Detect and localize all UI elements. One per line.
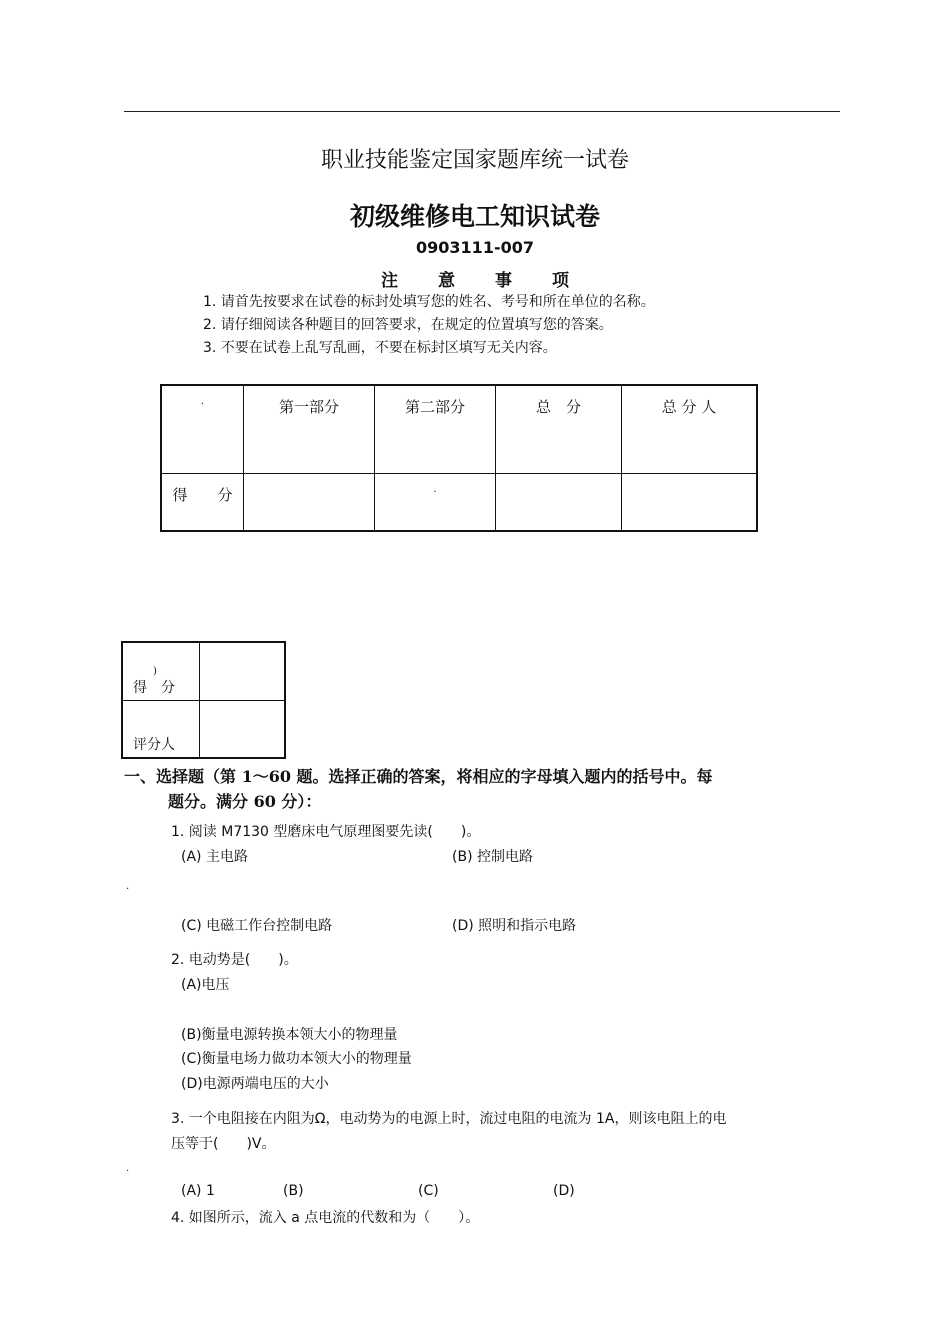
q1-option-b: (B) 控制电路	[452, 849, 533, 865]
stray-mark: .	[126, 881, 130, 892]
section-heading-cont: 题分。满分 60 分）：	[168, 792, 322, 811]
q1-option-a: (A) 主电路	[181, 849, 248, 865]
exam-title: 初级维修电工知识试卷	[349, 202, 600, 231]
question-3-stem-cont: 压等于( )V。	[171, 1136, 276, 1152]
grader-name-cell[interactable]	[200, 700, 286, 758]
grader-score-cell[interactable]	[200, 642, 286, 700]
stray-mark: .	[126, 1163, 130, 1174]
score-col-header: 第一部分	[244, 385, 375, 473]
score-col-header: 第二部分	[375, 385, 496, 473]
grader-box	[121, 641, 286, 759]
notice-item: 3. 不要在试卷上乱写乱画，不要在标封区填写无关内容。	[203, 340, 557, 356]
q1-option-c: (C) 电磁工作台控制电路	[181, 918, 333, 934]
score-table-corner: .	[161, 385, 244, 473]
q2-option-c: (C)衡量电场力做功本领大小的物理量	[181, 1051, 412, 1067]
q1-option-d: (D) 照明和指示电路	[452, 918, 577, 934]
exam-code: 0903111-007	[416, 238, 534, 257]
score-col-header: 总 分 人	[622, 385, 758, 473]
question-1-stem: 1. 阅读 M7130 型磨床电气原理图要先读( )。	[171, 824, 481, 840]
exam-supertitle: 职业技能鉴定国家题库统一试卷	[320, 148, 629, 173]
q3-option-a: (A) 1	[181, 1183, 215, 1199]
notice-item: 2. 请仔细阅读各种题目的回答要求，在规定的位置填写您的答案。	[203, 317, 613, 333]
q2-option-a: (A)电压	[181, 977, 230, 993]
score-cell[interactable]	[496, 473, 622, 531]
grader-name-label: 评分人	[122, 700, 200, 758]
q3-option-b: (B)	[283, 1183, 304, 1199]
score-table	[160, 384, 758, 532]
score-cell[interactable]	[622, 473, 758, 531]
score-cell[interactable]	[244, 473, 375, 531]
score-row-label: 得 分	[161, 473, 244, 531]
question-4-stem: 4. 如图所示，流入 a 点电流的代数和为（ ）。	[171, 1210, 480, 1226]
q3-option-d: (D)	[553, 1183, 575, 1199]
q2-option-b: (B)衡量电源转换本领大小的物理量	[181, 1027, 398, 1043]
grader-score-label: ) 得 分	[122, 642, 200, 700]
q2-option-d: (D)电源两端电压的大小	[181, 1076, 329, 1092]
q3-option-c: (C)	[418, 1183, 439, 1199]
question-2-stem: 2. 电动势是( )。	[171, 952, 298, 968]
score-col-header: 总 分	[496, 385, 622, 473]
question-3-stem: 3. 一个电阻接在内阻为Ω，电动势为的电源上时，流过电阻的电流为 1A，则该电阻上的电	[171, 1111, 727, 1127]
score-cell[interactable]: .	[375, 473, 496, 531]
notice-heading: 注意事项	[381, 271, 609, 291]
section-heading: 一、选择题（第 1～60 题。选择正确的答案，将相应的字母填入题内的括号中。每	[124, 767, 713, 786]
header-rule	[124, 111, 840, 112]
notice-item: 1. 请首先按要求在试卷的标封处填写您的姓名、考号和所在单位的名称。	[203, 294, 655, 310]
